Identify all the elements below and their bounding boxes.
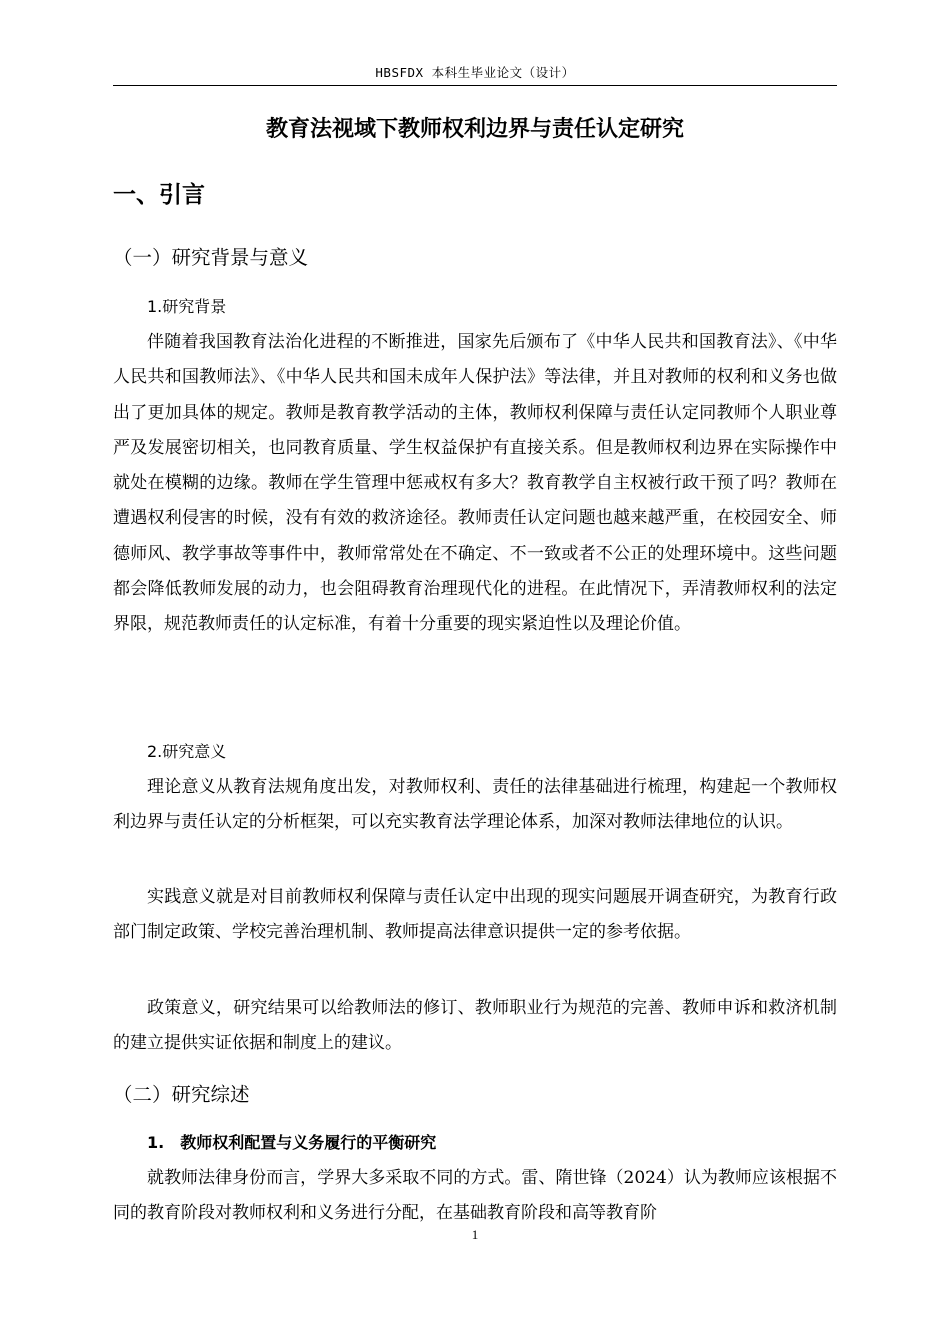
paragraph-research-background: 伴随着我国教育法治化进程的不断推进，国家先后颁布了《中华人民共和国教育法》、《中华人民共和国教师法》、《中华人民共和国未成年人保护法》等法律，并且对教师的权利和义务也做出了更加具体的规定。教师是教育教学活动的主体，教师权利保障与责任认定同教师个人职业尊严及发展密切相关，也同教育质量、学生权益保护有直接关系。但是教师权利边界在实际操作中就处在模糊的边缘。教师在学生管理中惩戒权有多大？教育教学自主权被行政干预了吗？教师在遭遇权利侵害的时候，没有有效的救济途径。教师责任认定问题也越来越严重，在校园安全、师德师风、教学事故等事件中，教师常常处在不确定、不一致或者不公正的处理环境中。这些问题都会降低教师发展的动力，也会阻碍教育治理现代化的进程。在此情况下，弄清教师权利的法定界限，规范教师责任的认定标准，有着十分重要的现实紧迫性以及理论价值。 — [113, 332, 837, 635]
section-heading-introduction: 一、引言 — [113, 182, 205, 208]
subsection-heading-literature-review: （二）研究综述 — [113, 1083, 250, 1106]
page-number: 1 — [471, 1227, 479, 1242]
document-title: 教育法视域下教师权利边界与责任认定研究 — [265, 117, 684, 142]
paragraph-policy-significance: 政策意义，研究结果可以给教师法的修订、教师职业行为规范的完善、教师申诉和救济机制的建立提供实证依据和制度上的建议。 — [113, 998, 837, 1054]
item-heading-rights-duties-balance: 1. 教师权利配置与义务履行的平衡研究 — [147, 1133, 437, 1152]
item-heading-research-background: 1.研究背景 — [147, 297, 227, 316]
subsection-heading-background-significance: （一）研究背景与意义 — [113, 246, 309, 269]
paragraph-theoretical-significance: 理论意义从教育法规角度出发，对教师权利、责任的法律基础进行梳理，构建起一个教师权利边界与责任认定的分析框架，可以充实教育法学理论体系，加深对教师法律地位的认识。 — [113, 777, 837, 833]
paragraph-practical-significance: 实践意义就是对目前教师权利保障与责任认定中出现的现实问题展开调查研究，为教育行政部门制定政策、学校完善治理机制、教师提高法律意识提供一定的参考依据。 — [113, 887, 837, 943]
running-header: HBSFDX 本科生毕业论文（设计） — [375, 65, 575, 80]
paragraph-rights-duties-balance: 就教师法律身份而言，学界大多采取不同的方式。雷、隋世锋（2024）认为教师应该根据不同的教育阶段对教师权利和义务进行分配，在基础教育阶段和高等教育阶 — [113, 1168, 837, 1224]
item-heading-research-significance: 2.研究意义 — [147, 742, 227, 761]
header-divider — [113, 85, 837, 86]
